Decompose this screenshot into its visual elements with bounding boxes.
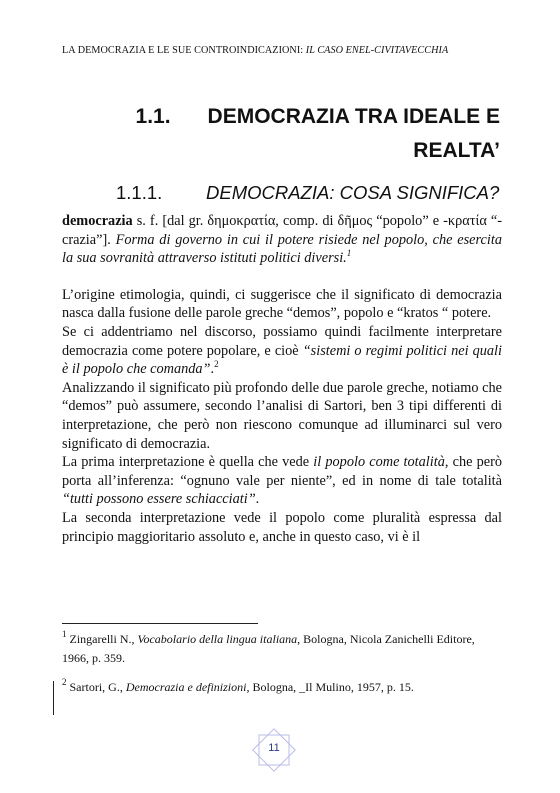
footnote-ref-1[interactable]: 1: [346, 248, 352, 259]
footnote-1: [62, 630, 502, 668]
footnote-1-number: 1: [62, 629, 67, 639]
footnote-separator: [62, 623, 258, 624]
paragraph-2-end: .: [210, 361, 215, 378]
footnotes: [62, 630, 502, 707]
section-number: 1.1.1.: [116, 182, 163, 203]
chapter-title-line1: DEMOCRAZIA TRA IDEALE E: [207, 105, 500, 128]
definition-meaning: Forma di governo in cui il potere risiede nel popolo, che esercita la sua sovranità attraverso istituti politici diversi.: [62, 231, 502, 267]
paragraph-2: [62, 323, 502, 379]
paragraph-4-italic2: “tutti possono essere schiacciati”: [62, 491, 256, 508]
running-header-italic: IL CASO ENEL-CIVITAVECCHIA: [305, 45, 449, 56]
paragraph-2-quote: “sistemi o regimi politici nei quali è il popolo che comanda”: [62, 342, 502, 378]
section-title-text: DEMOCRAZIA: COSA SIGNIFICA?: [206, 182, 500, 203]
paragraph-1: L’origine etimologia, quindi, ci suggerisce che il significato di democrazia nasca dalla fusione delle parole greche “demos”, popolo e “kratos “ potere.: [62, 286, 502, 322]
footnote-ref-2[interactable]: 2: [214, 359, 219, 370]
footnote-1-title: Vocabolario della lingua italiana: [137, 632, 298, 646]
body-text: [62, 212, 502, 546]
paragraph-4-end: .: [255, 491, 260, 508]
definition-paragraph: [62, 212, 502, 268]
running-header-main: LA DEMOCRAZIA E LE SUE CONTROINDICAZIONI:: [62, 45, 306, 56]
footnote-1-start: Zingarelli N.,: [66, 632, 138, 646]
margin-change-bar: [53, 681, 54, 715]
section-title: [116, 182, 516, 204]
paragraph-4-start: La prima interpretazione è quella che vede: [62, 454, 314, 471]
paragraph-4-italic1: il popolo come totalità: [313, 454, 445, 471]
paragraph-2-start: Se ci addentriamo nel discorso, possiamo quindi facilmente interpretare democrazia come potere popolare, e cioè: [62, 323, 502, 359]
paragraph-4-mid: , che però porta all’inferenza: “ognuno vale per niente”, ed in nome di tale totalità: [62, 454, 502, 489]
footnote-1-end: , Bologna, Nicola Zanichelli Editore, 1966, p. 359.: [62, 632, 475, 665]
definition-term: democrazia: [62, 213, 133, 229]
chapter-title: [120, 100, 500, 168]
running-header: [62, 45, 502, 56]
footnote-2-start: Sartori, G.,: [66, 680, 126, 694]
definition-grammar: s. f. [dal gr. δημοκρατία, comp. di δῆμος “popolo” e -κρατία “-crazia”].: [62, 213, 502, 248]
paragraph-3: Analizzando il significato più profondo delle due parole greche, notiamo che “demos” può assumere, secondo l’analisi di Sartori, ben 3 tipi differenti di interpretazione, che però non riescono comunque ad illuminarci sul vero significato di democrazia.: [62, 379, 502, 452]
footnote-2-end: Bologna, _Il Mulino, 1957, p. 15.: [249, 680, 414, 694]
footnote-2-title: Democrazia e definizioni,: [125, 680, 250, 694]
chapter-number: 1.1.: [135, 105, 171, 128]
footnote-2-number: 2: [62, 677, 67, 687]
chapter-title-line2: REALTA’: [413, 139, 500, 162]
paragraph-4: [62, 453, 502, 509]
paragraph-5: La seconda interpretazione vede il popolo come pluralità espressa dal principio maggioritario assoluto e, anche in questo caso, vi è il: [62, 509, 502, 545]
footnote-2: [62, 678, 502, 697]
page-number: 11: [268, 742, 280, 754]
